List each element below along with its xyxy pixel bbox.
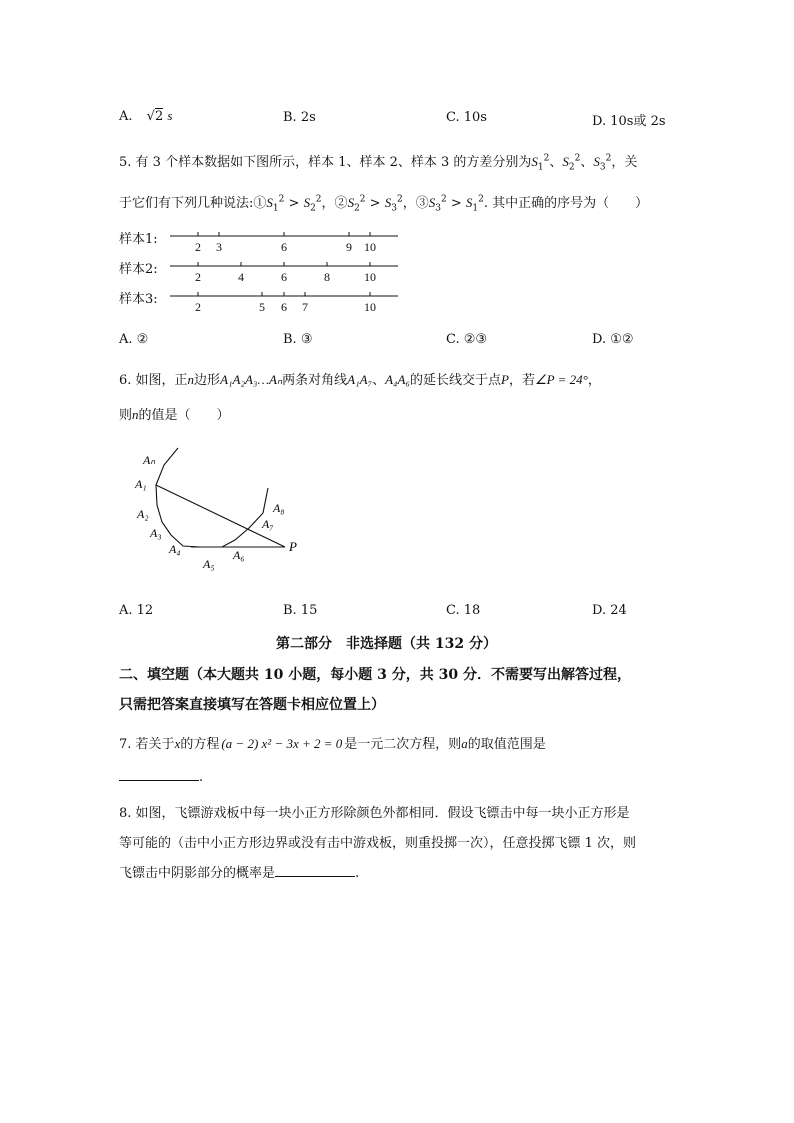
q5-line1: 5. 有 3 个样本数据如下图所示，样本 1、样本 2、样本 3 的方差分别为$S_1^2$、$S_2^2$、$S_3^2$，关 [119, 153, 638, 173]
q7-answer-line [119, 768, 203, 785]
q6-option-a: A. 12 [119, 603, 154, 618]
q5-line1-post: ，关 [611, 155, 638, 170]
q4-option-a [119, 108, 172, 124]
n-symbol: n [132, 407, 139, 422]
q6-option-b: B. 15 [283, 603, 318, 618]
q6-line2-b: 的值是（ ） [138, 408, 230, 423]
circle-2: ② [334, 196, 348, 211]
q8-line1: 8. 如图，飞镖游戏板中每一块小正方形除颜色外都相同．假设飞镖击中每一块小正方形是 [119, 806, 630, 821]
s-symbol: S [428, 195, 436, 210]
sep: 、 [580, 155, 594, 170]
q5-option-b: B. ③ [283, 332, 313, 347]
circle-3: ③ [415, 196, 429, 211]
p-symbol: P [501, 372, 509, 387]
q7-answer-blank[interactable] [119, 768, 199, 781]
polygon-name: A₁A₂A₃…Aₙ [220, 372, 283, 387]
q7-equation: (a − 2) x² − 3x + 2 = 0 [221, 736, 343, 751]
section2-line2: 只需把答案直接填写在答题卡相应位置上） [119, 697, 385, 713]
q7-line1 [119, 733, 546, 752]
s2-val: 6 [281, 270, 287, 284]
q6-line1-c: 两条对角线 [282, 373, 348, 388]
sep: 、 [372, 373, 386, 388]
sqrt-sign: √2 [146, 109, 164, 124]
q4-option-b: B. 2s [283, 110, 316, 125]
q4-option-a-unit: s [167, 108, 173, 123]
q7-post: 是一元二次方程，则 [344, 737, 462, 752]
s2-val: 10 [364, 270, 376, 284]
s-symbol: S [266, 195, 273, 210]
label-an: Aₙ [143, 453, 156, 467]
gt: > [369, 196, 381, 211]
s-symbol: S [347, 195, 355, 210]
sample-2-label: 样本2: [119, 262, 158, 277]
section2-line1: 二、填空题（本大题共 10 小题，每小题 3 分，共 30 分．不需要写出解答过程， [119, 667, 631, 683]
q4-option-d: D. 10s或 2s [592, 114, 666, 129]
polygon-edges [156, 448, 268, 547]
s-symbol: S [303, 195, 311, 210]
s1-val: 3 [216, 240, 222, 254]
q5-line2-post: . 其中正确的序号为（ ） [483, 196, 649, 211]
s3-val: 2 [195, 300, 201, 314]
q6-line2-a: 则 [119, 408, 133, 423]
label-a1: A₁ [135, 477, 147, 491]
s1-val: 10 [364, 240, 376, 254]
q5-line2-pre: 于它们有下列几种说法: [119, 196, 254, 211]
q5-option-a: A. ② [119, 332, 149, 347]
q7-end: 的取值范围是 [467, 737, 546, 752]
q6-option-d: D. 24 [592, 603, 627, 618]
q8-period: . [355, 866, 360, 881]
q7-mid: 的方程 [180, 737, 220, 752]
sep: 、 [549, 155, 563, 170]
s-symbol: S [465, 195, 473, 210]
q6-line1-e: ，若 [508, 373, 535, 388]
s2-val: 8 [324, 270, 330, 284]
label-a2: A₂ [137, 507, 149, 521]
q6-option-c: C. 18 [446, 603, 481, 618]
label-p: P [289, 539, 297, 554]
q6-line2 [119, 404, 230, 423]
s3-val: 7 [302, 300, 308, 314]
q4-option-a-label: A. [119, 109, 133, 124]
s1-val: 2 [195, 240, 201, 254]
s-symbol: S [384, 195, 392, 210]
q7-pre: 7. 若关于 [119, 737, 175, 752]
q8-answer-blank[interactable] [275, 864, 355, 877]
comma: ， [402, 196, 416, 211]
q8-line2: 等可能的（击中小正方形边界或没有击中游戏板，则重投掷一次），任意投掷飞镖 1 次，则 [119, 836, 637, 851]
a-symbol: a [461, 736, 468, 751]
n-symbol: n [187, 372, 195, 387]
s3-val: 6 [281, 300, 287, 314]
sample-3-label: 样本3: [119, 292, 158, 307]
label-a4: A₄ [169, 542, 181, 556]
s1-val: 9 [346, 240, 352, 254]
s2-symbol: S [562, 154, 569, 169]
q5-line1-pre: 5. 有 3 个样本数据如下图所示，样本 1、样本 2、样本 3 的方差分别为 [119, 155, 532, 170]
diag2: A₄A₆ [385, 372, 410, 387]
circle-1: ① [253, 196, 267, 211]
q6-line1-a: 6. 如图，正 [119, 373, 188, 388]
diagonal-a1-a7 [156, 485, 285, 547]
part2-heading: 第二部分 非选择题（共 132 分） [276, 636, 497, 652]
label-a6: A₆ [233, 548, 245, 562]
label-a8: A₈ [273, 501, 285, 515]
label-a3: A₃ [150, 526, 162, 540]
polygon-figure [125, 440, 325, 580]
x-symbol: x [174, 736, 181, 751]
sample-1-label: 样本1: [119, 232, 158, 247]
q6-line1-f: ， [587, 373, 601, 388]
q6-line1-b: 边形 [194, 373, 221, 388]
diag1: A₁A₇ [347, 372, 373, 387]
q4-option-a-radicand: 2 [154, 109, 164, 124]
label-a5: A₅ [203, 557, 215, 571]
angle-p: ∠P = 24° [534, 372, 588, 387]
label-a7: A₇ [262, 517, 274, 531]
gt: > [450, 196, 462, 211]
q7-period: . [199, 770, 204, 785]
s1-symbol: S [531, 154, 538, 169]
s3-val: 10 [364, 300, 376, 314]
q5-option-c: C. ②③ [446, 332, 488, 347]
s3-val: 5 [259, 300, 265, 314]
q5-option-d: D. ①② [592, 332, 634, 347]
s3-symbol: S [593, 154, 600, 169]
q5-line2: 于它们有下列几种说法$:①S_1^2 > S_2^2$，$②S_2^2 > S_3^2$，$③S_3^2 > S_1^2$. 其中正确的序号为（ ） [119, 194, 649, 214]
s2-val: 2 [195, 270, 201, 284]
q6-line1 [119, 369, 601, 388]
q8-line3 [119, 862, 359, 881]
q8-line3-text: 飞镖击中阴影部分的概率是 [119, 866, 276, 881]
q4-option-c: C. 10s [446, 110, 487, 125]
comma: ， [321, 196, 335, 211]
s2-val: 4 [238, 270, 244, 284]
q6-line1-d: 的延长线交于点 [410, 373, 502, 388]
gt: > [288, 196, 300, 211]
s1-val: 6 [281, 240, 287, 254]
